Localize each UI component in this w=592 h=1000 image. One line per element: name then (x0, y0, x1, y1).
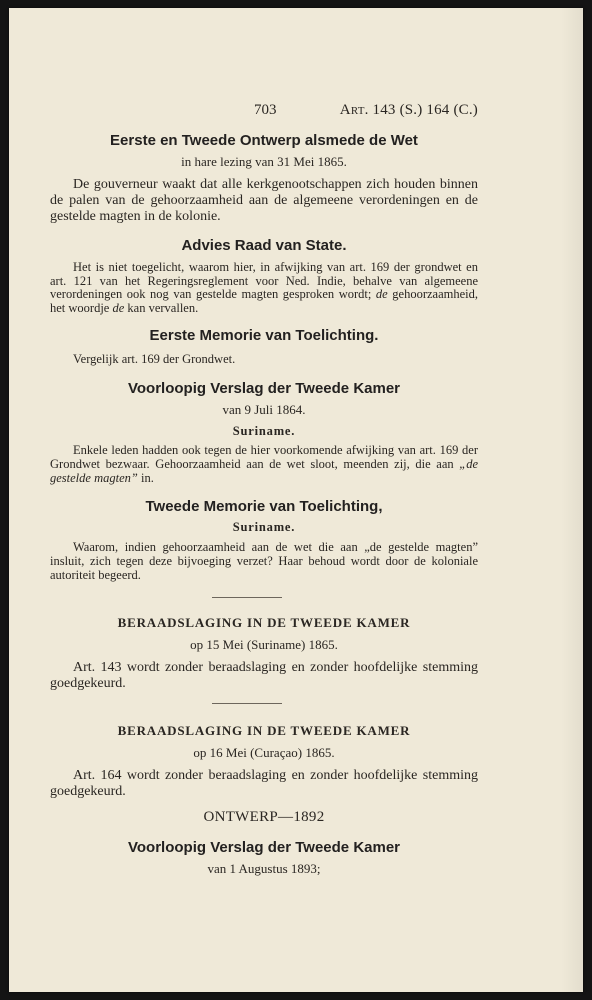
section-title-advies: Advies Raad van State. (181, 237, 347, 254)
label-suriname-2: Suriname. (232, 520, 296, 534)
enkele-text-a: Enkele leden hadden ook tegen de hier voorkomende afwijking van art. 169 der Grondwet bezwaar. Gehoorzaamheid aan de wet sloot, meenden zij, die aan (50, 443, 478, 471)
section-title-eerste-memorie: Eerste Memorie van Toelichting. (149, 327, 379, 344)
section-divider-1 (212, 597, 282, 598)
paragraph-enkele-leden (50, 444, 478, 485)
paragraph-vergelijk: Vergelijk art. 169 der Grondwet. (73, 352, 236, 366)
article-prefix: Art. (339, 102, 369, 118)
section-title-beraadslaging-16-mei: BERAADSLAGING IN DE TWEEDE KAMER (117, 723, 411, 738)
section-title-eerste-tweede-ontwerp: Eerste en Tweede Ontwerp alsmede de Wet (110, 132, 418, 149)
section-title-voorloopig-verslag-1864: Voorloopig Verslag der Tweede Kamer (127, 380, 401, 397)
running-header (50, 102, 478, 122)
article-ref: 143 (S.) 164 (C.) (372, 102, 478, 118)
section-divider-2 (212, 703, 282, 704)
section-title-ontwerp-1892: ONTWERP—1892 (203, 809, 325, 825)
section-subtitle-15-mei: op 15 Mei (Suriname) 1865. (190, 637, 338, 652)
book-page (9, 8, 583, 992)
advies-text-b: gehoorzaamheid, het woordje (50, 287, 479, 315)
section-title-beraadslaging-15-mei: BERAADSLAGING IN DE TWEEDE KAMER (117, 615, 411, 630)
page-fold-shadow (561, 8, 583, 992)
advies-italic-de: de (375, 287, 388, 302)
section-subtitle-1-augustus: van 1 Augustus 1893; (207, 861, 321, 876)
paragraph-advies (50, 261, 478, 315)
section-subtitle-lezing: in hare lezing van 31 Mei 1865. (181, 154, 347, 169)
paragraph-art-164: Art. 164 wordt zonder beraadslaging en zonder hoofdelijke stemming goedgekeurd. (50, 768, 478, 799)
enkele-text-b: in. (140, 470, 154, 485)
section-title-tweede-memorie: Tweede Memorie van Toelichting, (145, 498, 383, 515)
paragraph-waarom: Waarom, indien gehoorzaamheid aan de wet die aan „de gestelde magten” insluit, zich tegen deze bijvoeging verzet? Haar behoud wordt door de koloniale autoriteit begeerd. (50, 540, 478, 582)
article-reference (340, 102, 478, 119)
paragraph-gouverneur: De gouverneur waakt dat alle kerkgenootschappen zich houden binnen de palen van de gehoorzaamheid aan de algemeene verordeningen en de gestelde magten in de kolonie. (50, 177, 478, 224)
page-number: 703 (254, 102, 277, 118)
label-suriname-1: Suriname. (232, 424, 296, 438)
advies-text-c: kan vervallen. (127, 300, 199, 315)
section-title-voorloopig-verslag-1893: Voorloopig Verslag der Tweede Kamer (127, 839, 401, 856)
enkele-italic: „de gestelde magten” (50, 456, 478, 485)
advies-text-a: Het is niet toegelicht, waarom hier, in afwijking van art. 169 der grondwet en art. 121 van het Regeringsreglement voor Ned. Indie, behalve van algemeene verordeningen ook nog van gestelde magten gesproken wordt; (50, 260, 478, 302)
paragraph-art-143: Art. 143 wordt zonder beraadslaging en zonder hoofdelijke stemming goedgekeurd. (50, 660, 478, 691)
advies-italic-de-2: de (112, 300, 125, 315)
section-subtitle-9-juli: van 9 Juli 1864. (222, 402, 306, 417)
section-subtitle-16-mei: op 16 Mei (Curaçao) 1865. (193, 745, 335, 760)
